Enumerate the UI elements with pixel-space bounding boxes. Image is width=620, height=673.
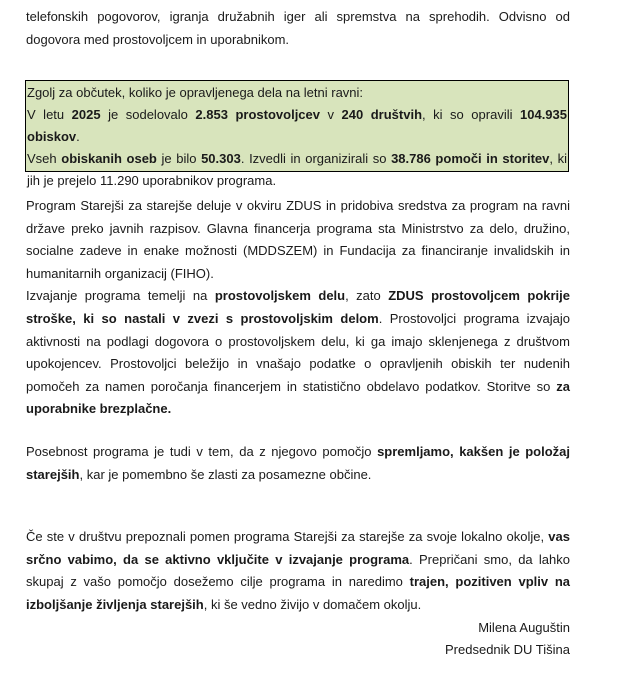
- text: .: [76, 129, 80, 144]
- emphasis: prostovoljskem delu: [214, 288, 346, 304]
- summary-line-3: [27, 148, 567, 170]
- signature-name: Milena Auguštin: [478, 619, 570, 635]
- emphasis: ZDUS prostovoljcem pokrije stroške, ki so nastali v zvezi s prostovoljskim delom: [26, 288, 571, 326]
- intro-line-2: dogovora med prostovoljcem in uporabnikom.: [26, 31, 290, 47]
- summary-line-1: Zgolj za občutek, koliko je opravljenega dela na letni ravni:: [27, 85, 364, 100]
- text: Če ste v društvu prepoznali pomen programa Starejši za starejše za svoje lokalno okolje,: [26, 529, 549, 545]
- spacer: [26, 486, 570, 526]
- persons-value: 50.303: [201, 151, 241, 166]
- summary-line-4: jih je prejelo 11.290 uporabnikov programa.: [27, 173, 277, 188]
- text: v: [320, 107, 342, 122]
- spacer: [26, 421, 570, 441]
- year-value: 2025: [71, 107, 101, 122]
- intro-paragraph: [26, 6, 570, 51]
- body-text: [26, 195, 570, 662]
- volunteer-paragraph: [26, 285, 570, 421]
- text: Posebnost programa je tudi v tem, da z njegovo pomočjo: [26, 443, 378, 459]
- text: je bilo: [156, 151, 202, 166]
- emphasis: vas srčno vabimo, da se aktivno vključite v izvajanje programa: [26, 529, 570, 567]
- text: , kar je pomembno še zlasti za posamezne občine.: [79, 466, 372, 482]
- emphasis: za uporabnike brezplačne.: [26, 378, 570, 417]
- funding-paragraph: Program Starejši za starejše deluje v okviru ZDUS in pridobiva sredstva za program na ravni države preko javnih razpisov. Glavna financerja programa sta Ministrstvo za delo, družino, socialne zadeve in enake možnosti (MDDSZEM) in Fundacija za financiranje invalidskih in humanitarnih organizacij (FIHO).: [26, 198, 570, 281]
- emphasis: spremljamo, kakšen je položaj starejših: [26, 443, 571, 482]
- signature-role: Predsednik DU Tišina: [445, 642, 570, 658]
- services-value: 38.786 pomoči in storitev: [391, 151, 550, 166]
- text: je sodelovalo: [100, 107, 196, 122]
- text: . Prostovoljci programa izvajajo aktivnosti na podlagi dogovora o prostovoljskem delu, ki ga imajo sklenjenega z društvom upokojencev. Prostovoljci beležijo in vnašajo podatke o opravljenih obiskih ter nudenih pomočeh za namen poročanja financerjem in statistično obdelavo podatkov. Storitve so: [26, 310, 571, 394]
- text: V letu: [27, 107, 72, 122]
- emphasis: trajen, pozitiven vpliv na izboljšanje življenja starejših: [26, 574, 570, 612]
- societies-value: 240 društvih: [341, 107, 423, 122]
- text: , ki: [549, 151, 567, 166]
- persons-label: obiskanih oseb: [61, 151, 157, 166]
- invite-paragraph: [26, 526, 570, 616]
- text: Izvajanje programa temelji na: [26, 288, 215, 304]
- visits-value: 104.935 obiskov: [27, 107, 567, 144]
- volunteers-value: 2.853 prostovoljcev: [195, 107, 320, 122]
- text: . Izvedli in organizirali so: [240, 151, 392, 166]
- special-paragraph: [26, 441, 570, 486]
- summary-line-2: [27, 104, 567, 148]
- text: , ki so opravili: [422, 107, 520, 122]
- text: . Prepričani smo, da lahko skupaj z vašo pomočjo dosežemo cilje programa in naredimo: [26, 551, 570, 590]
- text: , ki še vedno živijo v domačem okolju.: [203, 596, 422, 612]
- intro-line-1: telefonskih pogovorov, igranja družabnih iger ali spremstva na sprehodih. Odvisno od: [26, 9, 570, 24]
- text: , zato: [345, 288, 389, 304]
- summary-box: [25, 80, 569, 188]
- text: Vseh: [27, 151, 62, 166]
